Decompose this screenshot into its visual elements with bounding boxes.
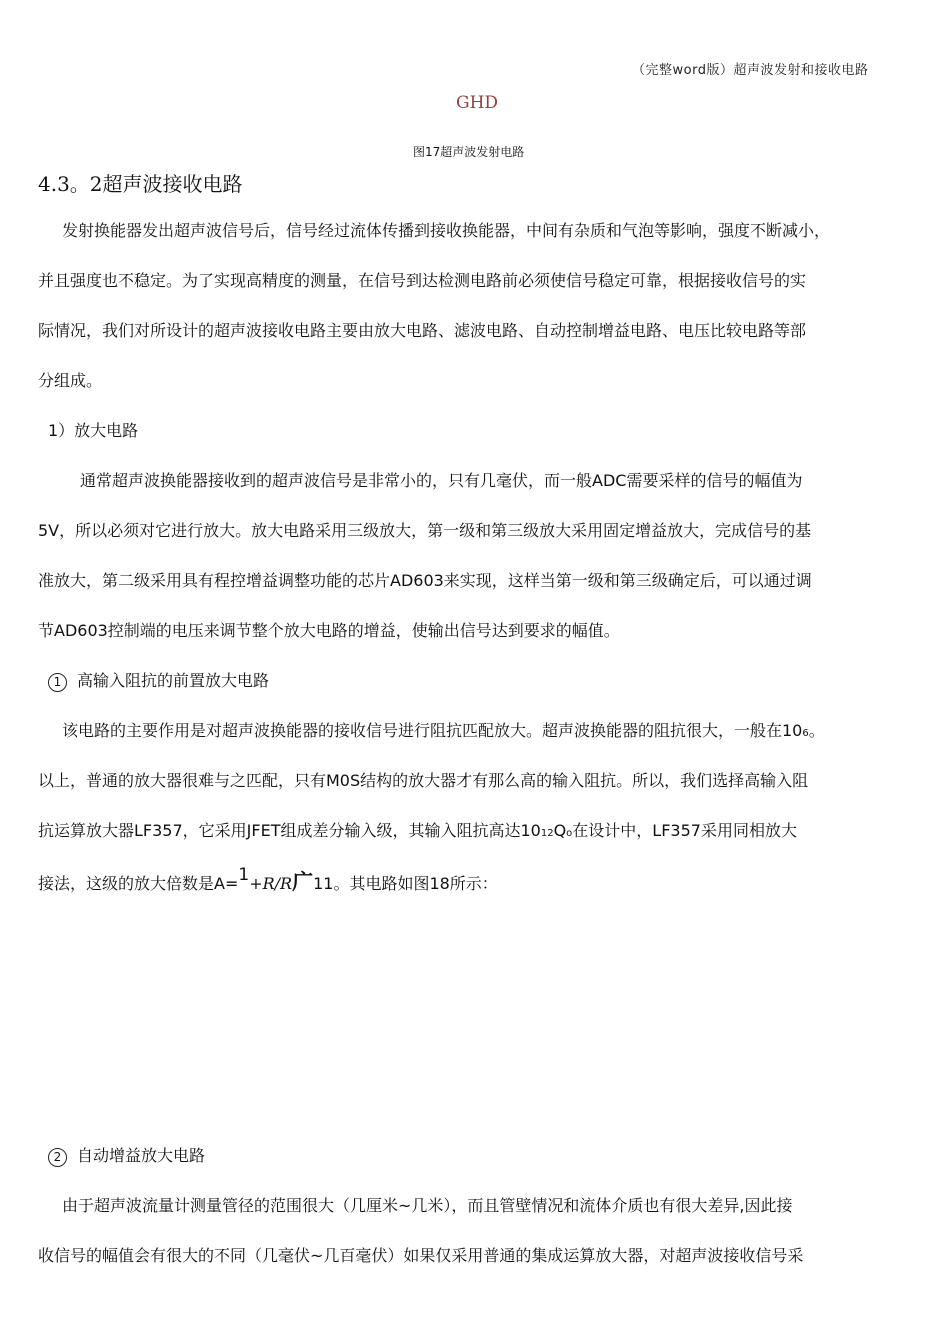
sub2-line-1: 由于超声波流量计测量管径的范围很大（几厘米~几米），而且管壁情况和流体介质也有很大差异,因此接 (62, 1196, 793, 1215)
sub1-line-4 (38, 866, 498, 896)
amp-line-2: 5V，所以必须对它进行放大。放大电路采用三级放大，第一级和第三级放大采用固定增益放大，完成信号的基 (38, 521, 812, 540)
sub1-line-2: 以上，普通的放大器很难与之匹配，只有M0S结构的放大器才有那么高的输入阻抗。所以，我们选择高输入阻 (38, 771, 809, 790)
sub1-label: 高输入阻抗的前置放大电路 (77, 671, 270, 690)
sub1-heading (48, 668, 269, 692)
sub1-line-3-q: Q (553, 821, 567, 840)
sub1-line-1-end: 。 (808, 721, 825, 740)
sub1-line-3-sub2: o (566, 828, 573, 839)
section-title: 4.3。2超声波接收电路 (38, 172, 243, 196)
ghd-logo-text: GHD (456, 93, 499, 113)
sub1-line-1 (62, 718, 825, 741)
formula-superscript: 1 (238, 865, 250, 885)
sub1-line-4-text: 接法，这级的放大倍数是A= (38, 874, 239, 893)
formula-glyph: 广 (292, 870, 314, 894)
circled-number-2: 2 (48, 1148, 67, 1167)
amp-line-4: 节AD603控制端的电压来调节整个放大电路的增益，使输出信号达到要求的幅值。 (38, 621, 620, 640)
sub1-line-3-text: 抗运算放大器LF357，它采用JFET组成差分输入级，其输入阻抗高达10 (38, 821, 541, 840)
sub1-line-3-sub: 12 (540, 828, 554, 839)
figure-caption: 图17超声波发射电路 (413, 145, 525, 159)
item1-heading: 1）放大电路 (48, 421, 139, 440)
sub1-line-3 (38, 818, 797, 841)
sub2-line-2: 收信号的幅值会有很大的不同（几毫伏~几百毫伏）如果仅采用普通的集成运算放大器，对超声波接收信号采 (38, 1246, 804, 1265)
sub1-line-1-text: 该电路的主要作用是对超声波换能器的接收信号进行阻抗匹配放大。超声波换能器的阻抗很大，一般在10 (62, 721, 803, 740)
sub1-line-4-end: 11。其电路如图18所示： (313, 874, 498, 893)
circled-number-1: 1 (48, 673, 67, 692)
intro-line-2: 并且强度也不稳定。为了实现高精度的测量，在信号到达检测电路前必须使信号稳定可靠，根据接收信号的实 (38, 271, 807, 290)
amp-line-1: 通常超声波换能器接收到的超声波信号是非常小的，只有几毫伏，而一般ADC需要采样的信号的幅值为 (80, 471, 803, 490)
document-header: （完整word版）超声波发射和接收电路 (632, 63, 869, 78)
intro-line-1: 发射换能器发出超声波信号后，信号经过流体传播到接收换能器，中间有杂质和气泡等影响，强度不断减小， (62, 221, 831, 240)
sub2-heading (48, 1143, 205, 1167)
amp-line-3: 准放大，第二级采用具有程控增益调整功能的芯片AD603来实现，这样当第一级和第三级确定后，可以通过调 (38, 571, 812, 590)
sub1-line-1-sub: 6 (802, 728, 809, 739)
intro-line-3: 际情况，我们对所设计的超声波接收电路主要由放大电路、滤波电路、自动控制增益电路、电压比较电路等部 (38, 321, 807, 340)
intro-line-4: 分组成。 (38, 371, 103, 390)
formula-ratio: +R/R (249, 874, 293, 893)
sub2-label: 自动增益放大电路 (77, 1146, 206, 1165)
sub1-line-3-end: 在设计中，LF357采用同相放大 (572, 821, 797, 840)
